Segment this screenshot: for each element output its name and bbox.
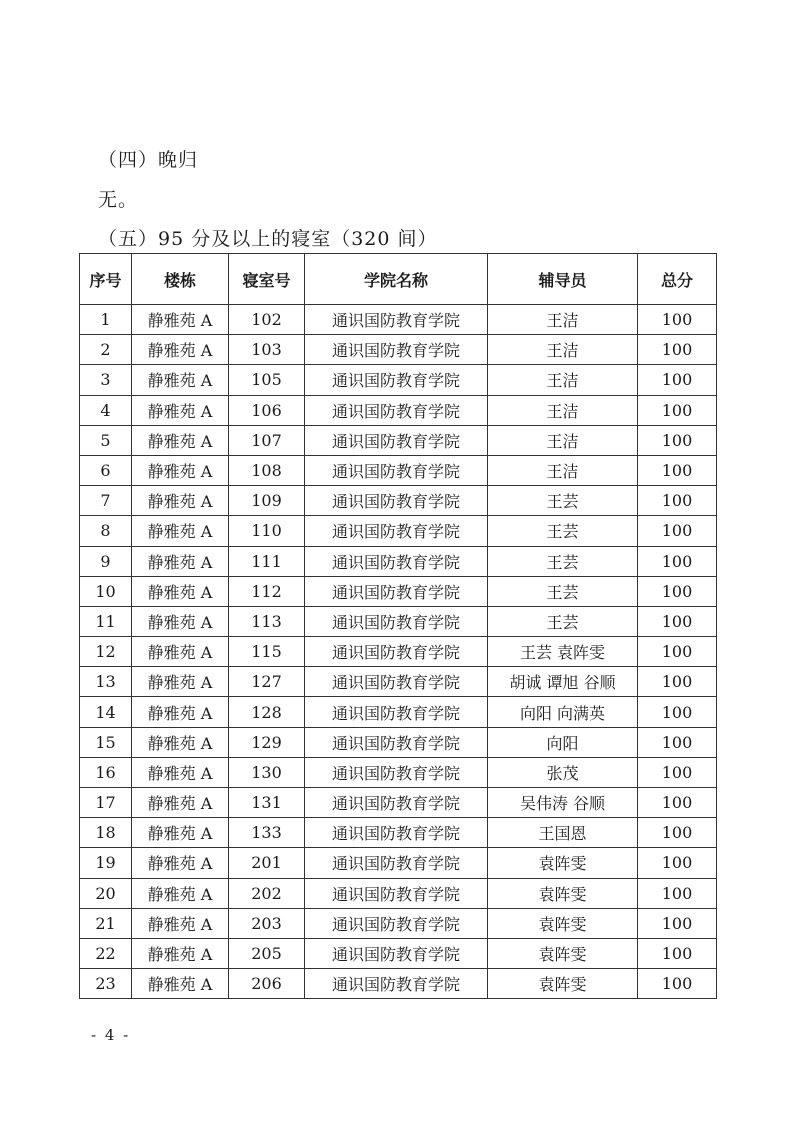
cell-room: 105 xyxy=(229,365,305,395)
cell-room: 205 xyxy=(229,938,305,968)
table-body xyxy=(80,305,717,999)
cell-college: 通识国防教育学院 xyxy=(305,365,488,395)
cell-building: 静雅苑 A xyxy=(132,606,229,636)
table-row xyxy=(80,365,717,395)
cell-room: 107 xyxy=(229,425,305,455)
cell-score: 100 xyxy=(638,365,717,395)
cell-index: 1 xyxy=(80,305,132,335)
cell-index: 10 xyxy=(80,576,132,606)
cell-score: 100 xyxy=(638,818,717,848)
cell-counselor: 袁阵雯 xyxy=(488,908,638,938)
cell-score: 100 xyxy=(638,878,717,908)
section-5-title: （五）95 分及以上的寝室（320 间） xyxy=(98,228,438,250)
cell-college: 通识国防教育学院 xyxy=(305,818,488,848)
cell-college: 通识国防教育学院 xyxy=(305,576,488,606)
cell-score: 100 xyxy=(638,425,717,455)
cell-index: 18 xyxy=(80,818,132,848)
cell-college: 通识国防教育学院 xyxy=(305,848,488,878)
cell-score: 100 xyxy=(638,637,717,667)
cell-score: 100 xyxy=(638,486,717,516)
cell-room: 201 xyxy=(229,848,305,878)
cell-building: 静雅苑 A xyxy=(132,516,229,546)
table-row xyxy=(80,757,717,787)
cell-building: 静雅苑 A xyxy=(132,757,229,787)
cell-counselor: 袁阵雯 xyxy=(488,969,638,999)
cell-building: 静雅苑 A xyxy=(132,576,229,606)
cell-building: 静雅苑 A xyxy=(132,667,229,697)
cell-building: 静雅苑 A xyxy=(132,727,229,757)
cell-counselor: 张茂 xyxy=(488,757,638,787)
col-counselor-header: 辅导员 xyxy=(488,254,638,305)
cell-room: 103 xyxy=(229,335,305,365)
cell-college: 通识国防教育学院 xyxy=(305,606,488,636)
cell-room: 206 xyxy=(229,969,305,999)
table-row xyxy=(80,335,717,365)
table-row xyxy=(80,878,717,908)
cell-college: 通识国防教育学院 xyxy=(305,757,488,787)
cell-index: 23 xyxy=(80,969,132,999)
cell-counselor: 王芸 xyxy=(488,546,638,576)
cell-score: 100 xyxy=(638,516,717,546)
cell-counselor: 王芸 xyxy=(488,516,638,546)
cell-room: 131 xyxy=(229,788,305,818)
cell-room: 112 xyxy=(229,576,305,606)
cell-score: 100 xyxy=(638,788,717,818)
table-row xyxy=(80,576,717,606)
cell-index: 9 xyxy=(80,546,132,576)
cell-score: 100 xyxy=(638,667,717,697)
cell-college: 通识国防教育学院 xyxy=(305,697,488,727)
cell-room: 130 xyxy=(229,757,305,787)
cell-index: 13 xyxy=(80,667,132,697)
cell-room: 108 xyxy=(229,455,305,485)
cell-index: 3 xyxy=(80,365,132,395)
cell-counselor: 吴伟涛 谷顺 xyxy=(488,788,638,818)
cell-college: 通识国防教育学院 xyxy=(305,546,488,576)
cell-counselor: 王洁 xyxy=(488,395,638,425)
cell-room: 106 xyxy=(229,395,305,425)
cell-college: 通识国防教育学院 xyxy=(305,455,488,485)
col-index-header: 序号 xyxy=(80,254,132,305)
table-row xyxy=(80,546,717,576)
cell-score: 100 xyxy=(638,727,717,757)
cell-room: 115 xyxy=(229,637,305,667)
cell-counselor: 胡诚 谭旭 谷顺 xyxy=(488,667,638,697)
cell-college: 通识国防教育学院 xyxy=(305,727,488,757)
cell-index: 17 xyxy=(80,788,132,818)
table-row xyxy=(80,848,717,878)
cell-counselor: 王洁 xyxy=(488,365,638,395)
cell-room: 113 xyxy=(229,606,305,636)
cell-building: 静雅苑 A xyxy=(132,848,229,878)
cell-room: 133 xyxy=(229,818,305,848)
table-row xyxy=(80,667,717,697)
cell-index: 2 xyxy=(80,335,132,365)
table-row xyxy=(80,486,717,516)
cell-college: 通识国防教育学院 xyxy=(305,486,488,516)
table-row xyxy=(80,305,717,335)
cell-index: 7 xyxy=(80,486,132,516)
table-row xyxy=(80,637,717,667)
table-row xyxy=(80,606,717,636)
cell-college: 通识国防教育学院 xyxy=(305,516,488,546)
cell-building: 静雅苑 A xyxy=(132,305,229,335)
cell-counselor: 王洁 xyxy=(488,335,638,365)
cell-building: 静雅苑 A xyxy=(132,546,229,576)
table-row xyxy=(80,969,717,999)
cell-index: 16 xyxy=(80,757,132,787)
cell-building: 静雅苑 A xyxy=(132,486,229,516)
col-building-header: 楼栋 xyxy=(132,254,229,305)
cell-index: 22 xyxy=(80,938,132,968)
cell-building: 静雅苑 A xyxy=(132,637,229,667)
cell-score: 100 xyxy=(638,938,717,968)
table-row xyxy=(80,455,717,485)
cell-score: 100 xyxy=(638,606,717,636)
cell-building: 静雅苑 A xyxy=(132,938,229,968)
cell-college: 通识国防教育学院 xyxy=(305,878,488,908)
dorm-score-table xyxy=(79,253,717,999)
cell-college: 通识国防教育学院 xyxy=(305,667,488,697)
section-4-content: 无。 xyxy=(98,189,139,211)
cell-room: 109 xyxy=(229,486,305,516)
cell-counselor: 袁阵雯 xyxy=(488,848,638,878)
cell-building: 静雅苑 A xyxy=(132,908,229,938)
cell-building: 静雅苑 A xyxy=(132,425,229,455)
cell-counselor: 王国恩 xyxy=(488,818,638,848)
cell-counselor: 向阳 向满英 xyxy=(488,697,638,727)
cell-college: 通识国防教育学院 xyxy=(305,908,488,938)
cell-college: 通识国防教育学院 xyxy=(305,425,488,455)
cell-building: 静雅苑 A xyxy=(132,969,229,999)
table-header-row xyxy=(80,254,717,305)
col-college-header: 学院名称 xyxy=(305,254,488,305)
cell-counselor: 袁阵雯 xyxy=(488,938,638,968)
page-number: - 4 - xyxy=(91,1026,131,1044)
cell-college: 通识国防教育学院 xyxy=(305,305,488,335)
cell-counselor: 袁阵雯 xyxy=(488,878,638,908)
table-row xyxy=(80,697,717,727)
cell-college: 通识国防教育学院 xyxy=(305,938,488,968)
cell-building: 静雅苑 A xyxy=(132,395,229,425)
table-row xyxy=(80,788,717,818)
table-row xyxy=(80,938,717,968)
cell-room: 202 xyxy=(229,878,305,908)
cell-counselor: 王芸 xyxy=(488,606,638,636)
cell-score: 100 xyxy=(638,848,717,878)
table-row xyxy=(80,727,717,757)
table-row xyxy=(80,516,717,546)
cell-room: 111 xyxy=(229,546,305,576)
cell-building: 静雅苑 A xyxy=(132,697,229,727)
cell-index: 4 xyxy=(80,395,132,425)
cell-score: 100 xyxy=(638,908,717,938)
col-score-header: 总分 xyxy=(638,254,717,305)
cell-score: 100 xyxy=(638,455,717,485)
cell-counselor: 王芸 xyxy=(488,576,638,606)
cell-score: 100 xyxy=(638,395,717,425)
cell-score: 100 xyxy=(638,305,717,335)
cell-room: 129 xyxy=(229,727,305,757)
col-room-header: 寝室号 xyxy=(229,254,305,305)
cell-college: 通识国防教育学院 xyxy=(305,788,488,818)
cell-index: 19 xyxy=(80,848,132,878)
table-row xyxy=(80,395,717,425)
cell-score: 100 xyxy=(638,757,717,787)
cell-score: 100 xyxy=(638,576,717,606)
cell-counselor: 王洁 xyxy=(488,455,638,485)
cell-index: 5 xyxy=(80,425,132,455)
cell-score: 100 xyxy=(638,697,717,727)
cell-index: 15 xyxy=(80,727,132,757)
cell-index: 6 xyxy=(80,455,132,485)
cell-building: 静雅苑 A xyxy=(132,335,229,365)
table-row xyxy=(80,425,717,455)
cell-college: 通识国防教育学院 xyxy=(305,969,488,999)
table-row xyxy=(80,818,717,848)
cell-score: 100 xyxy=(638,546,717,576)
cell-room: 128 xyxy=(229,697,305,727)
cell-room: 127 xyxy=(229,667,305,697)
cell-index: 12 xyxy=(80,637,132,667)
cell-building: 静雅苑 A xyxy=(132,455,229,485)
section-4-title: （四）晚归 xyxy=(98,149,199,171)
cell-index: 20 xyxy=(80,878,132,908)
cell-index: 11 xyxy=(80,606,132,636)
cell-room: 102 xyxy=(229,305,305,335)
cell-score: 100 xyxy=(638,969,717,999)
cell-score: 100 xyxy=(638,335,717,365)
cell-building: 静雅苑 A xyxy=(132,878,229,908)
cell-college: 通识国防教育学院 xyxy=(305,335,488,365)
cell-counselor: 王芸 袁阵雯 xyxy=(488,637,638,667)
cell-counselor: 向阳 xyxy=(488,727,638,757)
table-row xyxy=(80,908,717,938)
cell-room: 110 xyxy=(229,516,305,546)
cell-building: 静雅苑 A xyxy=(132,818,229,848)
cell-building: 静雅苑 A xyxy=(132,365,229,395)
cell-building: 静雅苑 A xyxy=(132,788,229,818)
cell-counselor: 王洁 xyxy=(488,425,638,455)
cell-college: 通识国防教育学院 xyxy=(305,395,488,425)
cell-room: 203 xyxy=(229,908,305,938)
cell-index: 14 xyxy=(80,697,132,727)
cell-college: 通识国防教育学院 xyxy=(305,637,488,667)
cell-counselor: 王芸 xyxy=(488,486,638,516)
cell-index: 21 xyxy=(80,908,132,938)
cell-counselor: 王洁 xyxy=(488,305,638,335)
cell-index: 8 xyxy=(80,516,132,546)
